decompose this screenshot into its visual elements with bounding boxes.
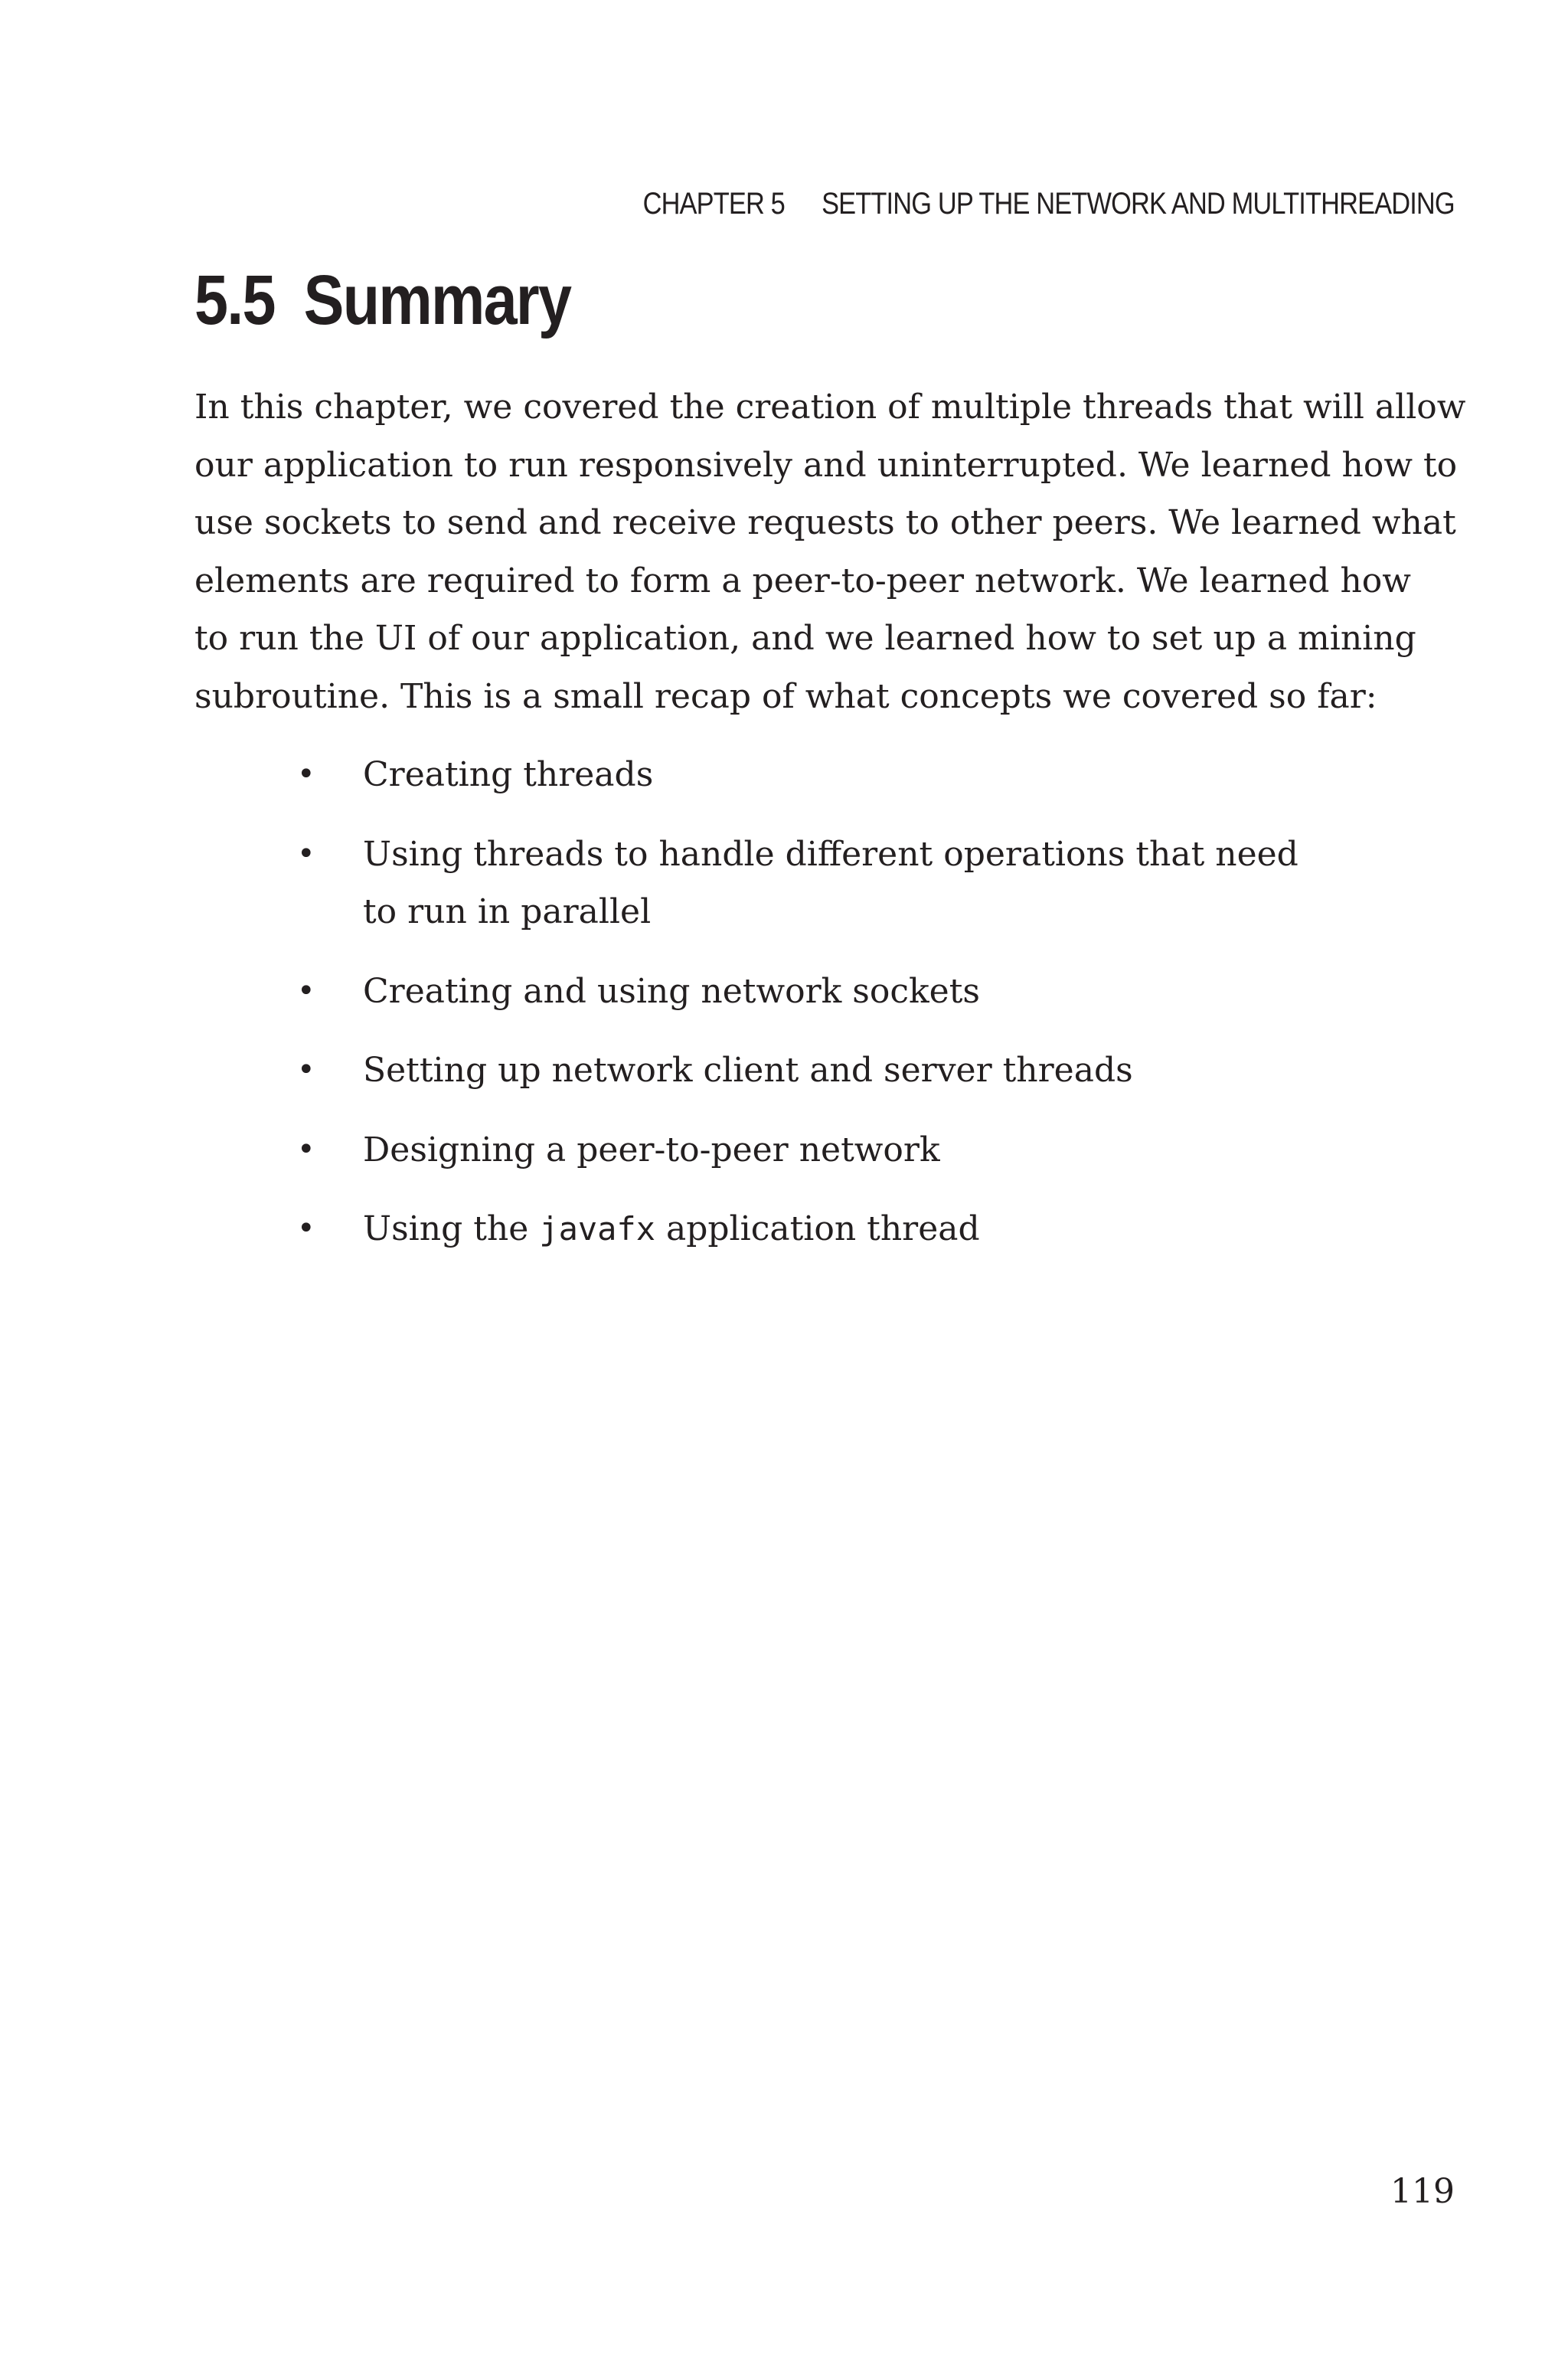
list-item-text-line-2: to run in parallel: [363, 892, 652, 931]
paragraph-line: our application to run responsively and uninterrupted. We learned how to: [194, 445, 1458, 485]
list-item: [297, 826, 1511, 941]
chapter-number: CHAPTER 5: [642, 187, 786, 221]
list-item-text: Designing a peer-to-peer network: [363, 1130, 940, 1169]
bullet-icon: •: [297, 1131, 315, 1167]
running-head: [643, 187, 1455, 221]
chapter-title: SETTING UP THE NETWORK AND MULTITHREADING: [822, 187, 1455, 221]
list-item: [297, 1042, 1511, 1100]
page-number: 119: [1390, 2172, 1455, 2211]
section-title: Summary: [303, 261, 571, 339]
list-item: [297, 1200, 1511, 1258]
list-item-text-after: application thread: [655, 1209, 980, 1248]
list-item-text-line-1: Using threads to handle different operations that need: [363, 834, 1298, 874]
section-number: 5.5: [194, 261, 275, 339]
paragraph-line: use sockets to send and receive requests to other peers. We learned what: [194, 503, 1456, 542]
section-heading: [194, 262, 570, 339]
bullet-icon: •: [297, 973, 315, 1009]
paragraph-line: to run the UI of our application, and we learned how to set up a mining: [194, 619, 1416, 658]
list-item-text: Setting up network client and server threads: [363, 1051, 1133, 1090]
bullet-icon: •: [297, 1052, 315, 1088]
list-item-text-before: Using the: [363, 1209, 540, 1248]
bullet-icon: •: [297, 836, 315, 872]
paragraph-line: In this chapter, we covered the creation of multiple threads that will allow: [194, 388, 1466, 427]
recap-list: [297, 746, 1511, 1280]
bullet-icon: •: [297, 757, 315, 792]
list-item-text: Creating threads: [363, 755, 654, 794]
list-item: [297, 746, 1511, 804]
list-item-text: Creating and using network sockets: [363, 971, 980, 1011]
bullet-icon: •: [297, 1211, 315, 1246]
summary-paragraph: [194, 378, 1466, 725]
inline-code: javafx: [539, 1210, 655, 1248]
paragraph-line: elements are required to form a peer-to-peer network. We learned how: [194, 561, 1411, 600]
list-item: [297, 963, 1511, 1021]
list-item: [297, 1121, 1511, 1179]
paragraph-line: subroutine. This is a small recap of what concepts we covered so far:: [194, 676, 1377, 716]
